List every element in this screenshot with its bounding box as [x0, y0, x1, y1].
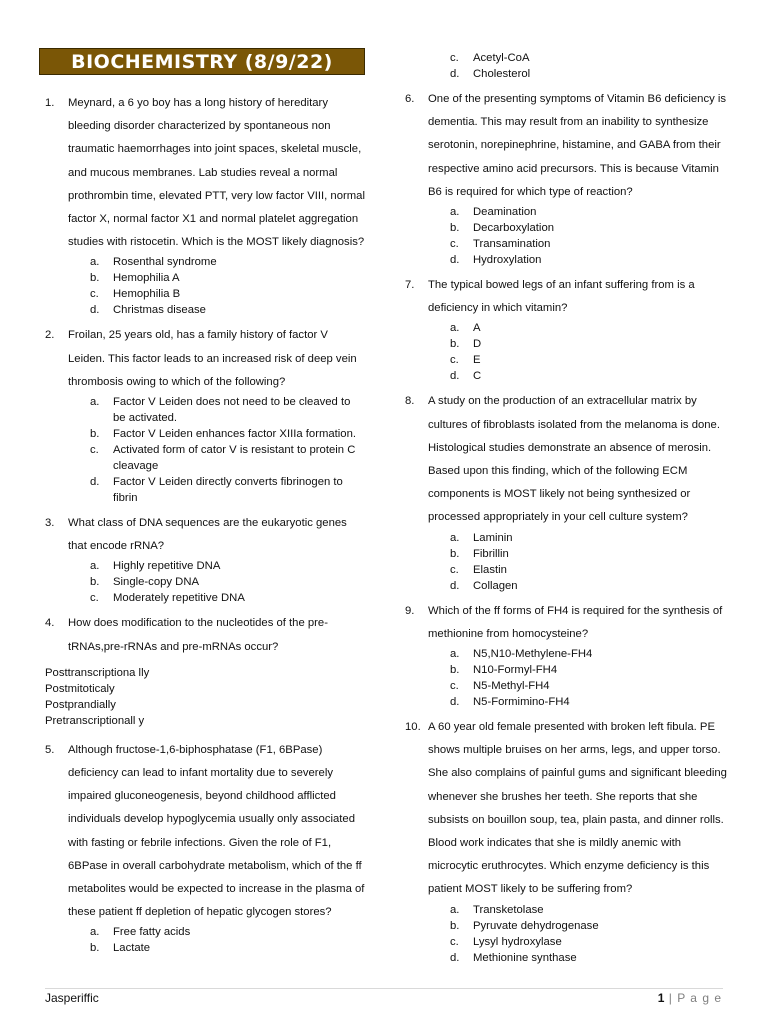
option-text: Laminin — [473, 531, 513, 544]
answer-option — [428, 368, 727, 384]
option-text: Free fatty acids — [113, 926, 191, 939]
option-text: Acetyl-CoA — [473, 52, 530, 64]
question-text: A 60 year old female presented with broken left fibula. PE shows multiple bruises on her arms, legs, and upper torso. She also complains of painful gums and significant bleeding whenever she brushes her teeth. She reports that she subsists on bouillon soup, tea, plain pasta, and dinner rolls. Blood work indicates that she is mildly anemic with microcytic eruthrocytes. Which enzyme deficiency is this patient MOST likely to be suffering from? — [428, 721, 727, 896]
answer-option — [68, 574, 365, 590]
question-item — [405, 600, 727, 710]
option-text: A — [473, 322, 481, 335]
answer-option — [68, 590, 365, 606]
footer-author: Jasperiffic — [45, 991, 99, 1005]
document-title: BIOCHEMISTRY (8/9/22) — [39, 48, 365, 75]
answer-option — [428, 578, 727, 594]
question-item — [45, 324, 365, 506]
option-text: Activated form of cator V is resistant to protein C cleavage — [113, 444, 356, 473]
answer-option — [428, 918, 727, 934]
question-text: A study on the production of an extracellular matrix by cultures of fibroblasts isolated from the melanoma is done. Histological studies demonstrate an absence of merosin. Based upon this finding, which of the following ECM components is MOST likely not being synthesized or processed appropriately in your cell culture system? — [428, 395, 720, 524]
option-letter: b. — [90, 272, 100, 285]
option-letter: c. — [90, 288, 99, 301]
plain-answer-line: Pretranscriptionall y — [45, 714, 145, 727]
option-text: N10-Formyl-FH4 — [473, 664, 558, 677]
question-number: 1. — [45, 97, 55, 109]
question-text: Although fructose-1,6-biphosphatase (F1, 6BPase) deficiency can lead to infant mortality due to severely impaired gluconeogenesis, beyond childhood afflicted individuals develop hypoglycemia usually only associated with fasting or febrile infections. Given the role of F1, 6BPase in overall carbohydrate metabolism, which of the ff metabolites would be expected to increase in the plasma of these patient ff depletion of hepatic glycogen stores? — [68, 743, 365, 919]
option-letter: a. — [450, 322, 460, 335]
question-text: The typical bowed legs of an infant suffering from is a deficiency in which vitamin? — [428, 279, 695, 315]
option-letter: d. — [450, 254, 460, 267]
option-letter: d. — [90, 476, 100, 489]
answer-option — [68, 254, 365, 270]
question-number: 4. — [45, 617, 55, 630]
answer-option — [428, 934, 727, 950]
option-text: Decarboxylation — [473, 222, 555, 235]
answer-option — [68, 426, 365, 442]
option-text: Fibrillin — [473, 547, 509, 560]
option-letter: d. — [450, 370, 460, 383]
answer-option — [428, 66, 727, 82]
answer-option — [428, 950, 727, 966]
question-item — [45, 612, 365, 658]
option-letter: c. — [450, 354, 459, 367]
footer-divider — [45, 988, 723, 989]
option-text: N5,N10-Methylene-FH4 — [473, 648, 593, 661]
option-letter: d. — [450, 68, 460, 80]
option-text: Elastin — [473, 563, 507, 576]
answer-option — [428, 662, 727, 678]
question-number: 5. — [45, 743, 55, 756]
option-letter: b. — [90, 942, 100, 955]
option-letter: b. — [90, 576, 100, 589]
option-text: Deamination — [473, 206, 537, 219]
option-letter: c. — [90, 444, 99, 457]
question-item — [405, 716, 727, 966]
option-text: Hemophilia B — [113, 288, 181, 301]
plain-answer-line: Posttranscriptiona lly — [45, 666, 150, 679]
question-number: 6. — [405, 93, 415, 105]
right-column — [405, 50, 727, 972]
plain-answer-line: Postprandially — [45, 698, 116, 711]
question-item — [45, 92, 365, 318]
option-letter: c. — [450, 52, 459, 64]
answer-option — [68, 474, 365, 506]
option-letter: c. — [450, 238, 459, 251]
footer-page-indicator — [658, 991, 722, 1005]
question-item — [45, 739, 365, 957]
answer-options — [428, 50, 727, 82]
question-number: 3. — [45, 517, 55, 530]
question-number: 10. — [405, 721, 421, 734]
question-item — [405, 390, 727, 593]
option-text: Hydroxylation — [473, 254, 542, 267]
option-text: Lysyl hydroxylase — [473, 935, 562, 948]
answer-options — [428, 204, 727, 268]
option-letter: d. — [90, 304, 100, 317]
answer-options — [68, 254, 365, 318]
question-text: Froilan, 25 years old, has a family history of factor V Leiden. This factor leads to an increased risk of deep vein thrombosis owing to which of the following? — [68, 329, 357, 388]
option-letter: a. — [90, 396, 100, 409]
option-text: Methionine synthase — [473, 951, 577, 964]
option-letter: a. — [90, 256, 100, 269]
question-item — [405, 88, 727, 268]
question-number: 7. — [405, 279, 415, 292]
answer-option — [428, 562, 727, 578]
question-text: Meynard, a 6 yo boy has a long history of hereditary bleeding disorder characterized by spontaneous non traumatic haemorrhages into joint spaces, skeletal muscle, and mucous membranes. Lab studies reveal a normal prothrombin time, elevated PTT, very low factor VIII, normal factor X, normal factor X1 and normal platelet aggregation studies with ristocetin. Which is the MOST likely diagnosis? — [68, 97, 365, 249]
option-text: Transketolase — [473, 903, 544, 916]
option-letter: a. — [450, 206, 460, 219]
option-text: D — [473, 338, 482, 351]
page-separator: | — [668, 991, 673, 1005]
answer-option — [68, 558, 365, 574]
answer-option — [428, 220, 727, 236]
answer-options — [428, 530, 727, 594]
answer-option — [428, 646, 727, 662]
answer-option — [428, 530, 727, 546]
answer-option — [68, 442, 365, 474]
answer-options — [68, 924, 365, 956]
question-number: 9. — [405, 604, 415, 617]
option-text: Christmas disease — [113, 304, 206, 317]
plain-answer-line: Postmitoticaly — [45, 682, 115, 695]
option-letter: b. — [450, 664, 460, 677]
answer-option — [428, 236, 727, 252]
option-text: Pyruvate dehydrogenase — [473, 919, 599, 932]
question-item — [405, 274, 727, 384]
answer-options — [428, 646, 727, 710]
question-text: Which of the ff forms of FH4 is required for the synthesis of methionine from homocysteine? — [428, 604, 723, 640]
option-letter: c. — [450, 935, 459, 948]
page-number: 1 — [657, 991, 665, 1005]
answer-option — [428, 252, 727, 268]
answer-option — [68, 924, 365, 940]
answer-option — [68, 286, 365, 302]
answer-option — [428, 678, 727, 694]
answer-option — [68, 940, 365, 956]
option-text: Single-copy DNA — [113, 576, 200, 589]
option-letter: a. — [450, 648, 460, 661]
option-text: Factor V Leiden directly converts fibrinogen to fibrin — [113, 476, 343, 505]
answer-option — [428, 204, 727, 220]
option-letter: a. — [450, 903, 460, 916]
question-text: What class of DNA sequences are the eukaryotic genes that encode rRNA? — [68, 517, 347, 553]
answer-options — [428, 902, 727, 966]
answer-option — [428, 320, 727, 336]
left-column — [45, 92, 365, 962]
option-letter: b. — [90, 428, 100, 441]
plain-answer-list — [45, 665, 365, 729]
option-text: Transamination — [473, 238, 551, 251]
option-text: N5-Methyl-FH4 — [473, 680, 550, 693]
option-letter: d. — [450, 951, 460, 964]
option-letter: a. — [450, 531, 460, 544]
question-continuation — [405, 50, 727, 82]
answer-options — [428, 320, 727, 384]
option-letter: b. — [450, 338, 460, 351]
option-text: Hemophilia A — [113, 272, 180, 285]
answer-option — [428, 336, 727, 352]
question-number: 8. — [405, 395, 415, 408]
answer-option — [428, 694, 727, 710]
option-letter: d. — [450, 696, 460, 709]
page-label: P a g e — [677, 991, 722, 1005]
option-text: C — [473, 370, 482, 383]
option-letter: b. — [450, 919, 460, 932]
option-letter: b. — [450, 222, 460, 235]
option-letter: c. — [450, 680, 459, 693]
answer-option — [428, 352, 727, 368]
question-text: One of the presenting symptoms of Vitamin B6 deficiency is dementia. This may result from an inability to synthesize serotonin, norepinephrine, histamine, and GABA from their respective amino acid precursors. This is because Vitamin B6 is required for which type of reaction? — [428, 93, 727, 198]
option-text: Highly repetitive DNA — [113, 560, 221, 573]
option-text: Factor V Leiden does not need to be cleaved to be activated. — [113, 396, 351, 425]
answer-option — [68, 394, 365, 426]
option-letter: a. — [90, 926, 100, 939]
option-letter: a. — [90, 560, 100, 573]
option-text: Rosenthal syndrome — [113, 256, 217, 269]
answer-option — [428, 902, 727, 918]
answer-option — [428, 546, 727, 562]
option-letter: c. — [450, 563, 459, 576]
option-text: Factor V Leiden enhances factor XIIIa formation. — [113, 428, 357, 441]
answer-options — [68, 558, 365, 606]
option-text: E — [473, 354, 481, 367]
option-letter: d. — [450, 579, 460, 592]
question-number: 2. — [45, 329, 55, 342]
option-text: N5-Formimino-FH4 — [473, 696, 570, 709]
answer-option — [428, 50, 727, 66]
option-letter: b. — [450, 547, 460, 560]
answer-option — [68, 302, 365, 318]
option-text: Cholesterol — [473, 68, 531, 80]
option-text: Collagen — [473, 579, 518, 592]
option-text: Lactate — [113, 942, 151, 955]
option-text: Moderately repetitive DNA — [113, 592, 245, 605]
question-item — [45, 512, 365, 606]
option-letter: c. — [90, 592, 99, 605]
question-text: How does modification to the nucleotides of the pre-tRNAs,pre-rRNAs and pre-mRNAs occur? — [68, 617, 328, 653]
answer-option — [68, 270, 365, 286]
answer-options — [68, 394, 365, 506]
